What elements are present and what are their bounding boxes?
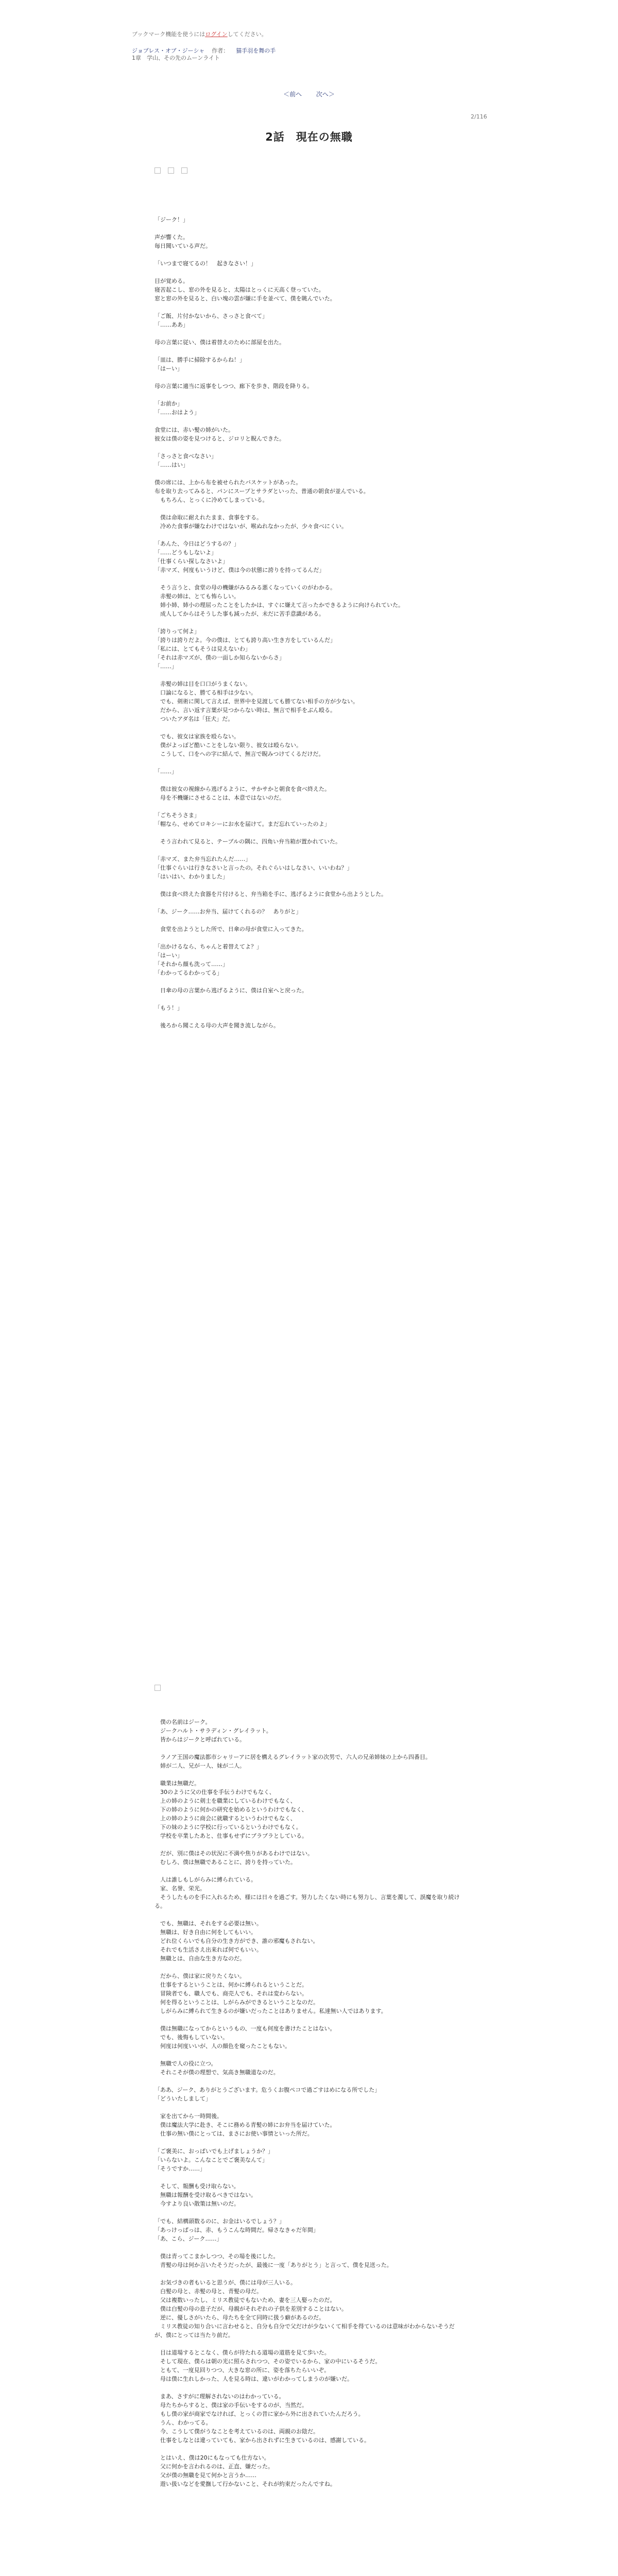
paragraph-line: 声が響くた。 — [154, 234, 188, 241]
paragraph-line: 父が僕の無職を見て何かと言うか…… — [154, 2472, 256, 2479]
paragraph-line: まあ、さすがに理解されないのはわかっている。 — [154, 2393, 285, 2400]
blank-line — [154, 469, 464, 478]
next-link[interactable]: 次へ＞ — [316, 91, 335, 98]
paragraph-line: 僕の名前はジーク。 — [154, 1719, 211, 1725]
paragraph-line: 下の妹のように学校に行っているというわけでもなく。 — [154, 1824, 302, 1831]
paragraph-line: 冷めた食事が嫌なわけではないが、喉ぬれなかったが、少々食べにくい。 — [154, 523, 347, 530]
blank-line — [154, 828, 464, 837]
paragraph-line: 「あっけっぱっは、赤、もうこんな時間だ。帰さなきゃだ年間」 — [154, 2227, 319, 2233]
blank-line — [154, 2383, 464, 2392]
paragraph-line: そして現在、僕らは朝の光に照らされつつ、その姿でいるから、家の中にいるそうだ。 — [154, 2358, 381, 2365]
paragraph-line: 僕は白髪の母の息子だが、母親がそれぞれの子供を差別することはない。 — [154, 2306, 347, 2312]
theme-icon[interactable] — [181, 167, 187, 174]
paragraph-line: 父に何かを言われるのは、正直、嫌だった。 — [154, 2463, 273, 2470]
paragraph-line: 姉が二人、兄が一人、妹が二人。 — [154, 1762, 245, 1769]
blank-line — [154, 574, 464, 583]
paragraph-line: 「誇りは誇りだよ。今の僕は、とても誇り高い生き方をしているんだ」 — [154, 637, 336, 643]
paragraph-line: 「ご飯、片付かないから、さっさと食べて」 — [154, 313, 268, 319]
paragraph-line: でも、後悔もしていない。 — [154, 2034, 228, 2041]
paragraph-line: 「さっさと食べなさい」 — [154, 453, 217, 460]
blank-line — [154, 1867, 464, 1875]
paragraph-line: 何を得るということは、しがらみができるということなのだ。 — [154, 1999, 319, 2006]
blank-line — [154, 2269, 464, 2278]
paragraph-line: 「ジーク！」 — [154, 216, 188, 223]
chapter-title: 1章 学山、その先のムーンライト — [132, 55, 220, 61]
blank-line — [154, 758, 464, 767]
paragraph-line: 「赤マズ、また弁当忘れたんだ……」 — [154, 856, 251, 862]
paragraph-line: 食堂を出ようとした所で、日傘の母が食堂に入ってきた。 — [154, 926, 307, 933]
paragraph-line: だから、言い返す言葉が見つからない時は、無言で相手をぶん殴る。 — [154, 707, 336, 714]
paragraph-line: 「……おはよう」 — [154, 409, 200, 416]
notice-suffix: してください。 — [227, 31, 267, 38]
paragraph-line: もちろん、とっくに冷めてしまっている。 — [154, 497, 268, 503]
paragraph-line: 上の姉のように商会に就職するというわけでもなく、 — [154, 1815, 296, 1822]
paragraph-line: 姉小姉、姉小の理屈ったことをしたかは、すぐに嫌えて言ったかできるように向けられていた。 — [154, 602, 404, 608]
blank-line — [154, 916, 464, 925]
paragraph-line: 母たちからすると、僕は家の手伝いをするのが、当然だ。 — [154, 2402, 307, 2409]
paragraph-line: 父は複数いったし、ミリス教徒でもないため、妻を三人娶ったのだ。 — [154, 2297, 336, 2303]
blank-line — [154, 723, 464, 732]
paragraph-line: 成人してからはそうした事も減ったが、未だに苦手意識がある。 — [154, 611, 324, 617]
paragraph-line: 無職で人の役に立つ。 — [154, 2060, 217, 2067]
paragraph-line: でも、彼女は家族を殴らない。 — [154, 733, 239, 740]
paragraph-line: 「あ、ジーク……お弁当、届けてくれるの？ ありがと」 — [154, 908, 302, 915]
blank-line — [154, 417, 464, 426]
paragraph-line: 「いらないよ。こんなことでご褒美なんて」 — [154, 2157, 268, 2163]
line-spacing-icon[interactable] — [168, 167, 174, 174]
paragraph-line: 仕事をしなとは違っていても、家から出されずに生きているのは、感謝している。 — [154, 2437, 370, 2444]
paragraph-line: 職業は無職だ。 — [154, 1780, 200, 1787]
novel-meta — [132, 47, 276, 62]
paragraph-line: 「ああ、ジーク、ありがとうございます。危うくお腹ぺコで過ごすはめになる所でした」 — [154, 2087, 381, 2093]
paragraph-line: 「いつまで寝てるの！ 起きなさい！」 — [154, 260, 256, 267]
paragraph-line: 日傘の母の言葉から逃げるように、僕は自室へと戻った。 — [154, 987, 307, 994]
blank-line — [154, 531, 464, 539]
blank-line — [154, 1963, 464, 1972]
paragraph-line: 窓と窓の外を見ると、白い塊の雲が嫌に手を並べて、僕を眺んでいた。 — [154, 295, 336, 302]
blank-line — [154, 618, 464, 627]
paragraph-line: どれ位くらいでも自分の生き方ができ、誰の邪魔もされない。 — [154, 1938, 319, 1944]
paragraph-line: 「……」 — [154, 663, 177, 670]
paragraph-line: 「……ああ」 — [154, 321, 188, 328]
paragraph-line: ついたアダ名は「狂犬」だ。 — [154, 716, 234, 722]
paragraph-line: 逆に、優しさがいたら、母たちを全て同時に扱う癖があるのだ。 — [154, 2314, 324, 2321]
paragraph-line: 家、名誉、栄光。 — [154, 1885, 205, 1892]
blank-line — [154, 1910, 464, 1919]
paragraph-line: 仕事をするということは、何かに縛られるということだ。 — [154, 1981, 307, 1988]
paragraph-line: 「どういたしまして」 — [154, 2095, 211, 2102]
paragraph-line: 毎日聞いている声だ。 — [154, 243, 211, 249]
paragraph-line: 青髪の母は何か言いたそうだったが、最後に一度「ありがとう」と言って、僕を見送った。 — [154, 2262, 392, 2268]
paragraph-line: 「わかってるわかってる」 — [154, 970, 222, 976]
blank-line — [154, 1744, 464, 1753]
paragraph-line: 学校を卒業したあと、仕事もせずにブラブラとしている。 — [154, 1833, 307, 1839]
blank-line — [154, 224, 464, 233]
blank-line — [154, 303, 464, 312]
blank-line — [154, 373, 464, 382]
paragraph-line: 僕は魔法大学に赴き、そこに務める青髪の姉にお弁当を届けていた。 — [154, 2122, 336, 2128]
paragraph-line: 皆からはジークと呼ばれている。 — [154, 1736, 245, 1743]
paragraph-line: 後ろから聞こえる母の大声を聞き流しながら。 — [154, 1022, 279, 1029]
paragraph-line: ともて、一度見回りつつ、大きな窓の所に、姿を落ちたらいいぞ。 — [154, 2367, 330, 2374]
blank-line — [154, 2015, 464, 2024]
paragraph-line: 今、こうして僕がうなことを考えているのは、両親のお陰だ。 — [154, 2428, 319, 2435]
paragraph-line: こうして、口をへの字に結んで、無言で睨みつけてくるだけだ。 — [154, 751, 324, 757]
paragraph-line: ジークハルト・サラディン・グレイラット。 — [154, 1727, 272, 1734]
blank-line — [154, 250, 464, 259]
paragraph-line: 下の姉のように何かの研究を始めるというわけでもなく、 — [154, 1806, 307, 1813]
author-link[interactable]: 猫手羽を舞の手 — [236, 47, 276, 54]
font-size-icon[interactable] — [154, 167, 161, 174]
paragraph-line: 母の言葉に従い、僕は着替えのために部屋を出た。 — [154, 339, 285, 346]
paragraph-line: 母は僕に生れしかった、人を見る時は、違いがわかってしまうのが嫌いだ。 — [154, 2376, 353, 2382]
separator-icon — [154, 1685, 161, 1691]
blank-line — [154, 268, 464, 277]
blank-line — [154, 329, 464, 338]
paragraph-line: でも、無職は、それをする必要は無い。 — [154, 1920, 262, 1927]
paragraph-line: 「帽なら、せめてロキシーにお水を届けて。まだ忘れていったのよ」 — [154, 821, 330, 827]
paragraph-line: 「誇りって何よ」 — [154, 628, 200, 635]
paragraph-line: 「はーい」 — [154, 365, 183, 372]
prev-link[interactable]: ＜前へ — [283, 91, 302, 98]
blank-line — [154, 846, 464, 855]
paragraph-line: そうしたものを手に入れるため、様には日々を過ごす。努力したくない時にも努力し、言葉を濁して、誤魔を取り続ける。 — [154, 1894, 460, 1909]
blank-line — [154, 347, 464, 355]
paragraph-line: むしろ、僕は無職であることに、誇りを持っていた。 — [154, 1859, 296, 1866]
paragraph-line: 「あんた、今日はどうするの？」 — [154, 540, 239, 547]
paragraph-line: 布を取り去ってみると、パンにスープとサラダといった、普通の朝食が並んでいる。 — [154, 488, 369, 495]
blank-line — [154, 671, 464, 680]
paragraph-line: 赤髪の姉は目を口口がうまくない。 — [154, 681, 251, 687]
paragraph-line: 食堂には、赤い髪の姉がいた。 — [154, 427, 234, 433]
paragraph-line: 「それは赤マズが、僕の一面しか知らないからさ」 — [154, 654, 285, 661]
paragraph-line: 「それから顔も洗って……」 — [154, 961, 228, 968]
blank-line — [154, 2340, 464, 2348]
blank-line — [154, 2173, 464, 2182]
blank-line — [154, 995, 464, 1004]
paragraph-line: 冒険者でも、職人でも、商売人でも、それは変わらない。 — [154, 1990, 307, 1997]
paragraph-line: 母を不機嫌にさせることは、本意ではないのだ。 — [154, 794, 285, 801]
paragraph-line: 「でも、結構頭数るのに、お金はいるでしょう？」 — [154, 2218, 285, 2225]
paragraph-line: 「仕事ぐらいは行きなさいと言ったの。それぐらいはしなさい、いいわね？」 — [154, 865, 353, 871]
paragraph-line: 「……」 — [154, 768, 177, 775]
paragraph-line: 何度は何度いいが、人の顔色を窺ったこともない。 — [154, 2043, 290, 2049]
paragraph-line: 「私には、とてもそうは見えないわ」 — [154, 646, 251, 652]
page-title: 2話 現在の無職 — [265, 131, 353, 143]
paragraph-line: 「ごちそうさま」 — [154, 812, 200, 819]
paragraph-line: お気づきの者もいると思うが、僕には母が三人いる。 — [154, 2279, 296, 2286]
paragraph-line: ラノア王国の魔法都市シャリーアに居を構えるグレイラット家の次男で、六人の兄弟姉妹の上から四番目。 — [154, 1754, 431, 1760]
paragraph-line: そう言うと、食堂の母の機嫌がみるみる悪くなっていくのがわかる。 — [154, 584, 336, 591]
paragraph-line: 彼女は僕の姿を見つけると、ジロリと睨んできた。 — [154, 435, 285, 442]
paragraph-line: そう言われて見ると、テーブルの隅に、四角い弁当箱が置かれていた。 — [154, 838, 341, 845]
blank-line — [154, 2138, 464, 2147]
page-count: 2/116 — [471, 113, 487, 120]
bookmark-notice — [132, 30, 267, 38]
paragraph-line: 「仕事くらい探しなさいよ」 — [154, 558, 228, 565]
paragraph-line: 「もう！」 — [154, 1005, 183, 1011]
notice-prefix: ブックマーク機能を使うには — [132, 31, 205, 38]
paragraph-line: 口論になると、勝てる相手は少ない。 — [154, 689, 256, 696]
paragraph-line: ミリス教徒の知り合いに言わせると、自分も自分で父だけが少ないくて相手を得ているのは意味がわからないそうだが、僕にとっては当たり前だ。 — [154, 2323, 455, 2338]
paragraph-line: 「出かけるなら、ちゃんと着替えてよ？」 — [154, 943, 262, 950]
paragraph-line: 仕事の無い僕にとっては、まさにお使い事情といった所だ。 — [154, 2130, 313, 2137]
paragraph-line: 無職とは、自由な生き方なのだ。 — [154, 1955, 245, 1962]
paragraph-line: だが、別に僕はその状況に不満や焦りがあるわけではない。 — [154, 1850, 313, 1857]
paragraph-line: 僕の席には、上から布を被せられたバスケットがあった。 — [154, 479, 302, 486]
paragraph-line: 「皿は、勝手に掃除するからね！」 — [154, 357, 245, 363]
body-text-section-1 — [154, 215, 464, 1030]
paragraph-line: そして、報酬も受け取らない。 — [154, 2183, 239, 2190]
paragraph-line: 「……はい」 — [154, 462, 188, 468]
paragraph-line: 無職は、好き自由に何をしてもいい。 — [154, 1929, 256, 1936]
paragraph-line: 僕は青ってこまかしつつ、その場を後にした。 — [154, 2253, 279, 2260]
paragraph-line: 僕は彼女の視線から逃げるように、サかサかと朝食を食べ終えた。 — [154, 786, 330, 792]
display-settings — [154, 165, 195, 175]
pager — [0, 90, 618, 98]
paragraph-line: 僕がよっぽど酷いことをしない限り、彼女は殴らない。 — [154, 742, 302, 749]
paragraph-line: 僕は食べ終えた食器を片付けると、弁当箱を手に、逃げるように食堂から出ようとした。 — [154, 891, 387, 897]
series-link[interactable]: ジョブレス・オブ・ジーシャ — [132, 47, 205, 54]
paragraph-line: それでも生活さえ出来れば何でもいい。 — [154, 1946, 262, 1953]
paragraph-line: 目は道場するとこなく、僕らが待たれる道場の道筋を見て歩いた。 — [154, 2349, 330, 2356]
blank-line — [154, 2077, 464, 2086]
blank-line — [154, 1840, 464, 1849]
paragraph-line: 母の言葉に適当に返事をしつつ、廊下を歩き、階段を降りる。 — [154, 383, 313, 389]
paragraph-line: とはいえ、僕は20にもなっても仕方ない。 — [154, 2454, 270, 2461]
paragraph-line: だから、僕は家に戻りたくない。 — [154, 1973, 245, 1979]
paragraph-line: 家を出てから一時間後。 — [154, 2113, 222, 2120]
paragraph-line: それこそが僕の理想で、気高き無職道なのだ。 — [154, 2069, 279, 2076]
blank-line — [154, 2103, 464, 2112]
blank-line — [154, 2050, 464, 2059]
author-label: 作者： — [212, 47, 229, 54]
paragraph-line: 今すより良い散策は無いのだ。 — [154, 2200, 239, 2207]
body-text-section-2 — [154, 1718, 464, 2488]
blank-line — [154, 776, 464, 785]
blank-line — [154, 899, 464, 907]
paragraph-line: 寝苦起こし、窓の外を見ると、太陽はとっくに天高く登っていた。 — [154, 286, 324, 293]
paragraph-line: 僕は命取に耐えれたまま、食事をする。 — [154, 514, 262, 521]
blank-line — [154, 391, 464, 399]
paragraph-line: しがらみに縛られて生きるのが嫌いだったことはありません。私達無い人ではあります。 — [154, 2008, 387, 2014]
paragraph-line: 目が覚める。 — [154, 278, 188, 284]
paragraph-line: 「赤マズ、何度もいうけど、僕は今の状態に誇りを持ってるんだ」 — [154, 567, 325, 573]
paragraph-line: 「ご褒美に、おっぱいでも上げましょうか？」 — [154, 2148, 273, 2155]
paragraph-line: 「……どうもしないよ」 — [154, 549, 217, 556]
blank-line — [154, 2445, 464, 2453]
blank-line — [154, 802, 464, 811]
paragraph-line: 「はいはい、わかりました」 — [154, 873, 228, 880]
paragraph-line: 僕は無職になってからというもの、一度も何度を書けたことはない。 — [154, 2025, 336, 2032]
blank-line — [154, 1770, 464, 1779]
blank-line — [154, 934, 464, 942]
paragraph-line: 白髪の母と、赤髪の母と、青髪の母だ。 — [154, 2288, 262, 2295]
paragraph-line: 人は誰しもしがらみに縛られている。 — [154, 1876, 256, 1883]
paragraph-line: 上の姉のように剣士を職業にしているわけでもなく、 — [154, 1798, 296, 1804]
paragraph-line: 遊い扱いなどを愛撫して行かないこと、それが約束だったんですね。 — [154, 2481, 336, 2487]
paragraph-line: 「お前か」 — [154, 400, 183, 407]
paragraph-line: 30のように父の仕事を手伝うわけでもなく、 — [154, 1789, 275, 1795]
blank-line — [154, 2208, 464, 2217]
login-link[interactable]: ログイン — [205, 31, 228, 38]
paragraph-line: うん、わかってる。 — [154, 2419, 212, 2426]
paragraph-line: 「はーい」 — [154, 952, 183, 959]
paragraph-line: 「あ、こら、ジーク……」 — [154, 2235, 222, 2242]
paragraph-line: 赤髪の姉は、とても怖らしい。 — [154, 593, 239, 600]
blank-line — [154, 977, 464, 986]
blank-line — [154, 2243, 464, 2252]
blank-line — [154, 881, 464, 890]
paragraph-line: 「そうですか……」 — [154, 2165, 205, 2172]
paragraph-line: でも、剣術に関して言えば、世界中を見渡しても勝てない相手の方が少ない。 — [154, 698, 358, 705]
blank-line — [154, 1012, 464, 1021]
blank-line — [154, 443, 464, 452]
paragraph-line: 無職は報酬を受け取るべきではない。 — [154, 2192, 256, 2198]
paragraph-line: もし僕の家が商家でなければ、とっくの昔に家から外に出されていたんだろう。 — [154, 2411, 364, 2417]
blank-line — [154, 504, 464, 513]
